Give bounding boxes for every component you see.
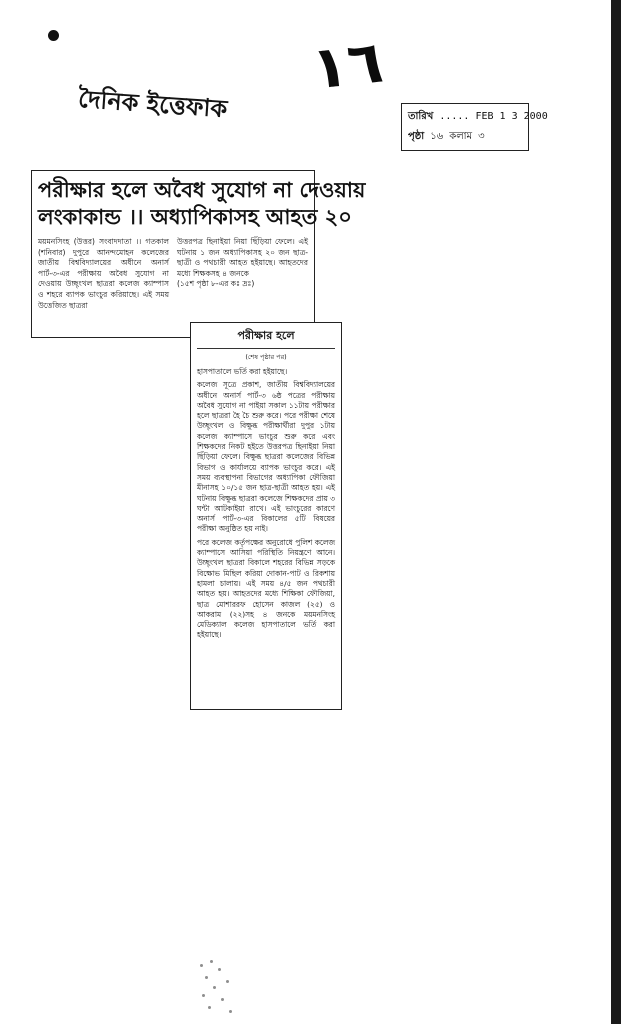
news-clipping-continuation (190, 322, 342, 710)
scan-noise-smudge (196, 958, 236, 1018)
scan-edge (611, 0, 621, 1024)
continuation-title: পরীক্ষার হলে (197, 327, 335, 349)
continuation-paragraph: পরে কলেজ কর্তৃপক্ষের অনুরোধে পুলিশ কলেজ ক্যাম্পাসে আসিয়া পরিস্থিতি নিয়ন্ত্রণে আনে। উচ্ছৃংখল ছাত্ররা বিকালে শহরের বিভিন্ন সড়কে বিক্ষোভ মিছিল করিয়া দোকান-পাট ও রিকশায় হামলা চালায়। এই সময় ৪/৫ জন পথচারী আহত হয়। আহতদের মধ্যে শিক্ষিকা ফৌজিয়া, ছাত্র মোশাররফ হোসেন কাজল (২৫) ও আকরাম (২২)সহ ৪ জনকে ময়মনসিংহ মেডিক্যাল কলেজ হাসপাতালে ভর্তি করা হইয়াছে। (197, 537, 335, 640)
stamp-page-value: ১৬ কলাম ৩ (430, 131, 485, 142)
clipping-continued-note: (১৫শ পৃষ্ঠা ৮-এর কঃ দ্রঃ) (177, 279, 255, 289)
punch-hole-mark (48, 30, 59, 41)
handwritten-page-number: ١٦ (308, 27, 387, 103)
clipping-col2-text: উত্তরপত্র ছিনাইয়া নিয়া ছিঁড়িয়া ফেলে। এই ঘটনায় ১ জন অধ্যাপিকাসহ ২০ জন ছাত্র-ছাত্রী ও পথচারী আহত হইয়াছে। আহতদের মধ্যে শিক্ষকসহ ৪ জনকে (177, 237, 308, 278)
stamp-date-value: ..... FEB 1 3 2000 (439, 111, 548, 122)
continuation-subtitle: (শেষ পৃষ্ঠার পর) (245, 353, 287, 361)
clipping-column-2 (177, 237, 308, 311)
clipping-col1-text: ময়মনসিংহ (উত্তর) সংবাদদাতা ।। গতকাল (শনিবার) দুপুরে আনন্দমোহন কলেজের জাতীয় বিশ্ববিদ্যালয়ের অধীনে অনার্স পার্ট-৩-এর পরীক্ষায় অবৈধ সুযোগ না দেওয়ায় উচ্ছৃংখল ছাত্ররা কলেজ ক্যাম্পাস ও শহরে ব্যাপক ভাংচুর করিয়াছে। এই সময় উত্তেজিত ছাত্ররা (38, 237, 169, 310)
stamp-page-label: পৃষ্ঠা (408, 131, 425, 142)
news-clipping-main (31, 170, 366, 338)
date-page-stamp (401, 103, 548, 151)
newspaper-name-handwritten: দৈনিক ইত্তেফাক (77, 84, 229, 124)
clipping-headline-line2: লংকাকান্ড ।। অধ্যাপিকাসহ আহত ২০ (38, 205, 352, 229)
continuation-paragraph: হাসপাতালে ভর্তি করা হইয়াছে। (197, 367, 288, 376)
stamp-date-label: তারিখ (408, 111, 434, 122)
continuation-paragraph: কলেজ সূত্রে প্রকাশ, জাতীয় বিশ্ববিদ্যালয়ের অধীনে অনার্স পার্ট-৩ ৬ষ্ঠ পত্রের পরীক্ষায় অবৈধ সুযোগ না পাইয়া সকাল ১১টায় পরীক্ষার হলে ছাত্ররা হৈ চৈ শুরু করে। পরে পরীক্ষা শেষে উচ্ছৃংখল ও বিক্ষুব্ধ পরীক্ষার্থীরা দুপুর ১টায় কলেজ ক্যাম্পাসে ভাংচুর শুরু করে এবং শিক্ষকদের নিকট হইতে উত্তরপত্র ছিনাইয়া নিয়া ছিঁড়িয়া ফেলে। বিক্ষুব্ধ ছাত্ররা কলেজের বিভিন্ন বিভাগ ও কার্যালয়ে ব্যাপক ভাংচুর করে। এই সময় ব্যবস্থাপনা বিভাগের অধ্যাপিকা ফৌজিয়া মীনাসহ ১০/১৫ জন ছাত্র-ছাত্রী আহত হয়। এই ঘটনায় বিক্ষুব্ধ ছাত্ররা কলেজে শিক্ষকদের প্রায় ৩ ঘন্টা আটকাইয়া রাখে। এই ভাংচুরের কারণে অনার্স পার্ট-৩-এর বিকালের ৫টি বিষয়ের পরীক্ষা অনুষ্ঠিত হয় নাই। (197, 380, 335, 534)
clipping-headline-line1: পরীক্ষার হলে অবৈধ সুযোগ না দেওয়ায় (38, 178, 366, 202)
continuation-body (197, 367, 335, 641)
clipping-column-1 (38, 237, 169, 311)
